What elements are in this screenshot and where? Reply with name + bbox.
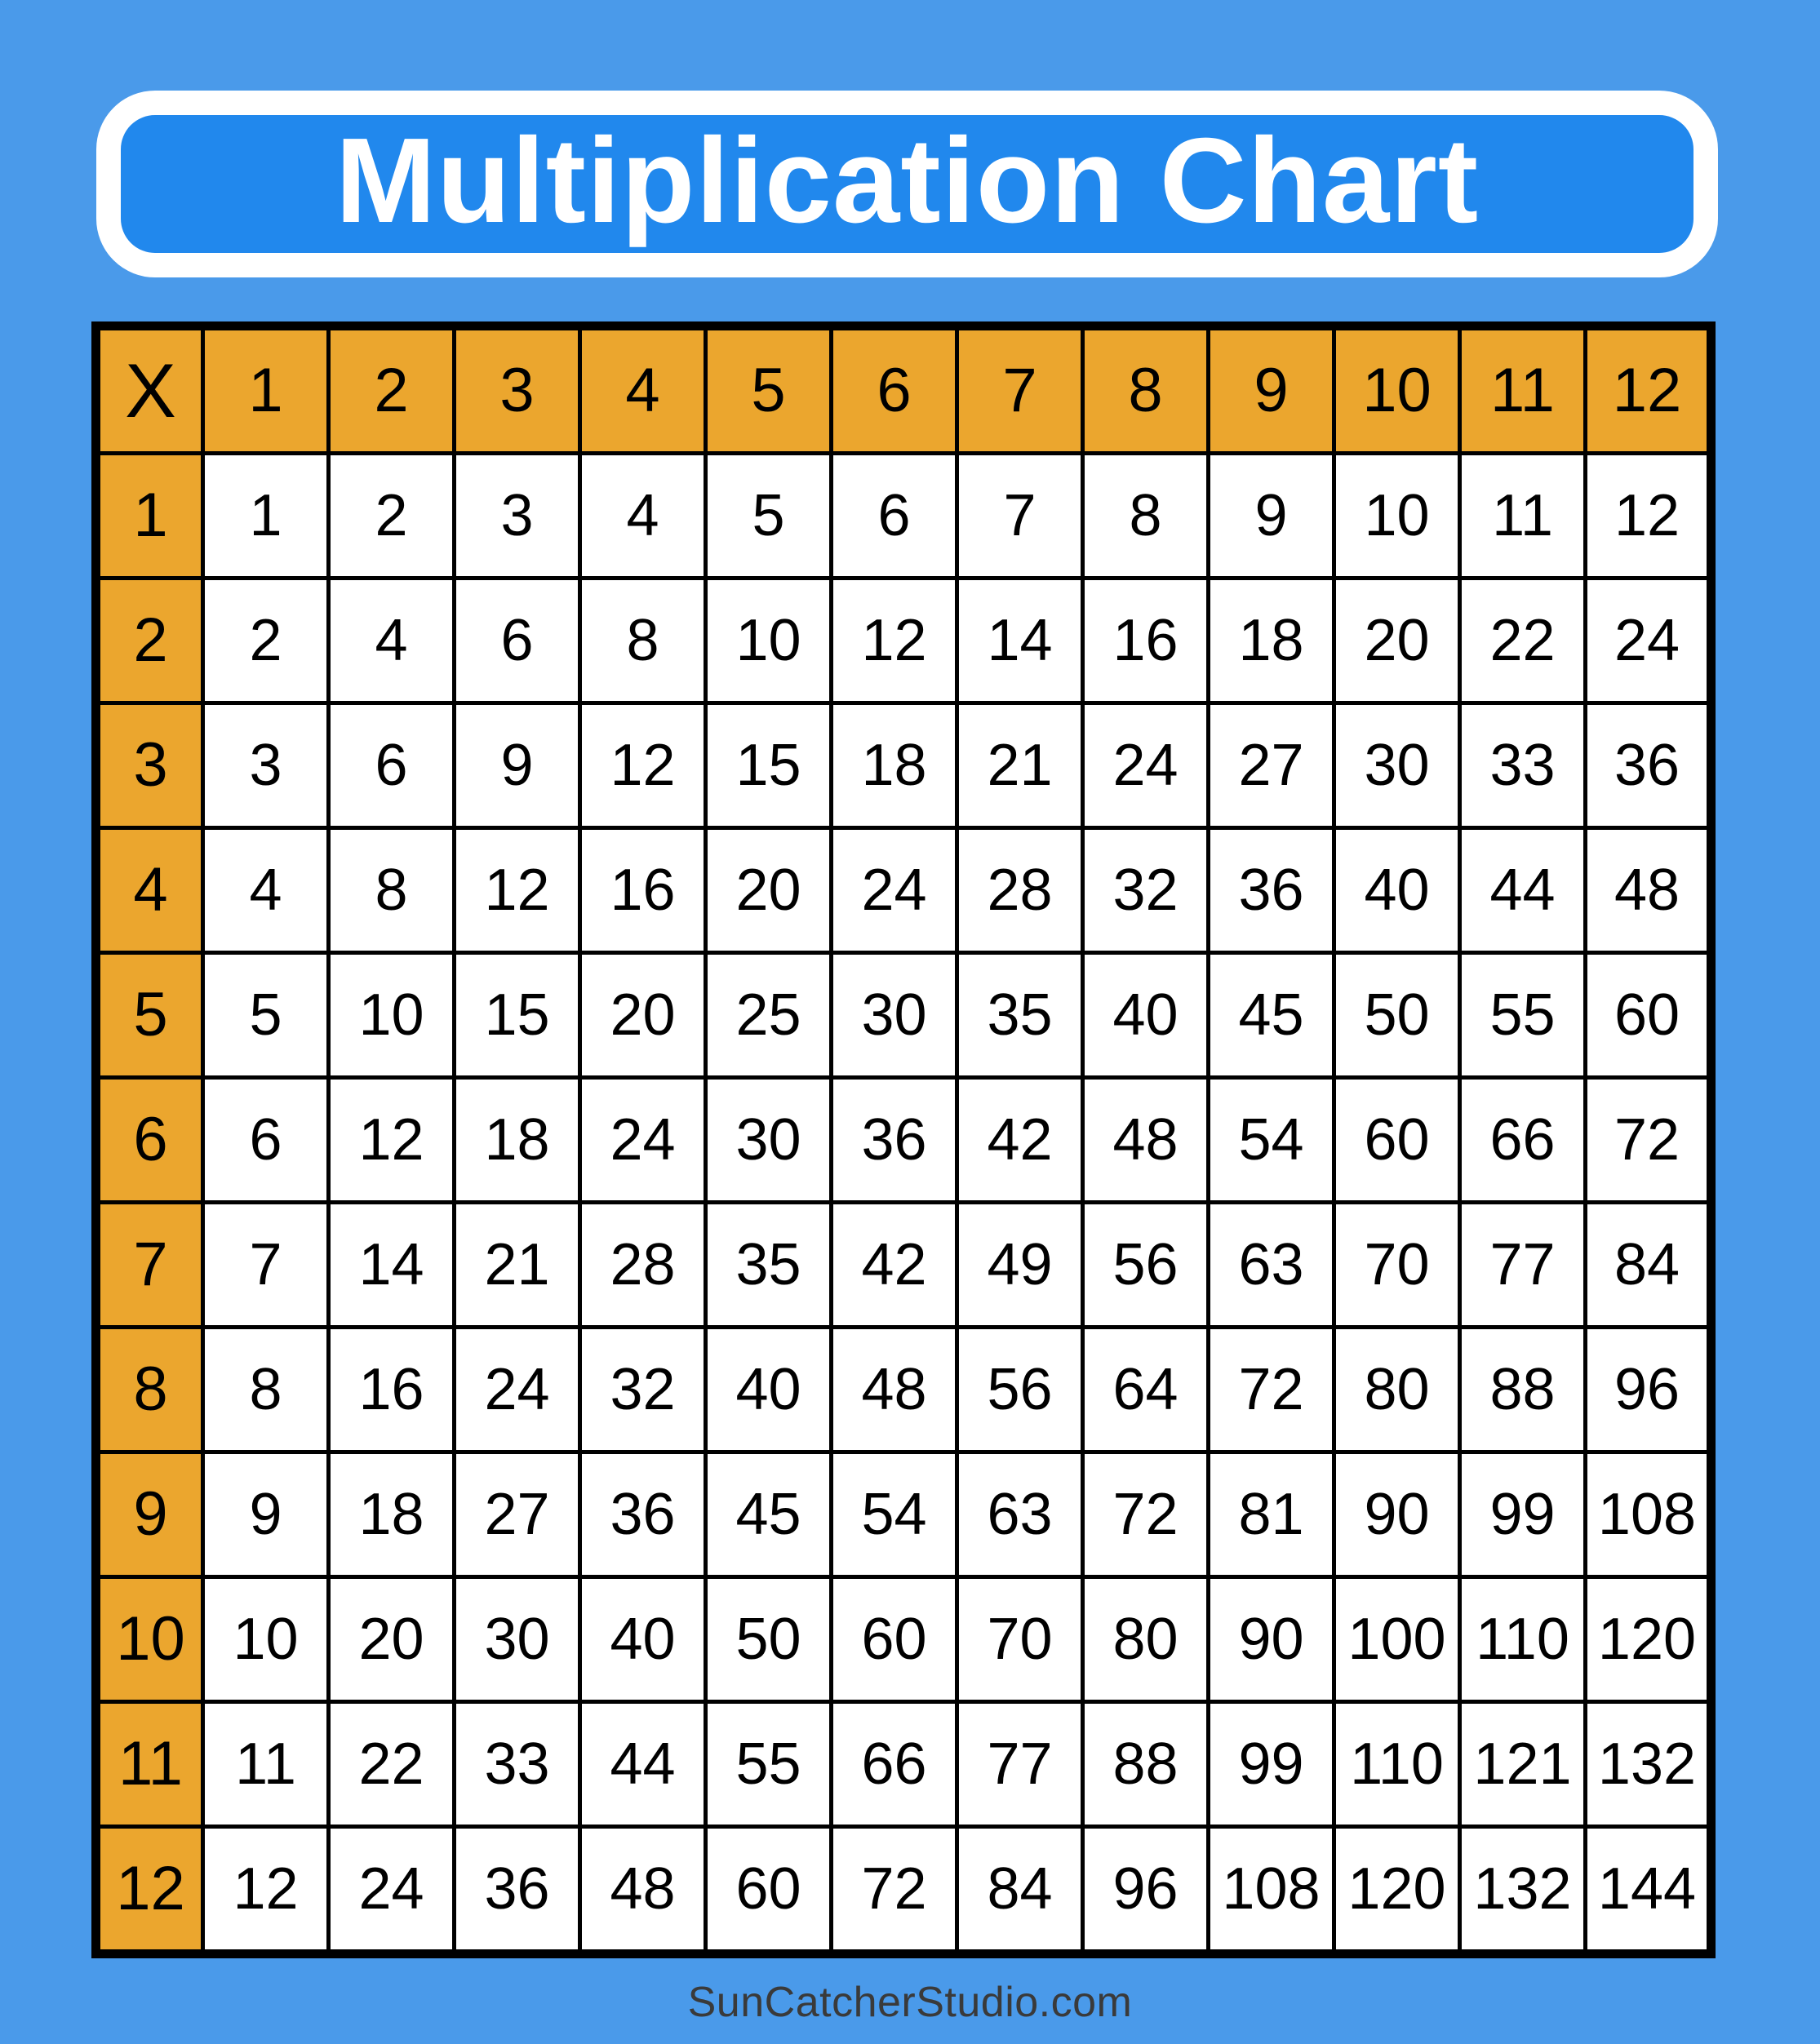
product-cell: 96 (1586, 1328, 1711, 1452)
row-header-cell: 12 (96, 1827, 203, 1954)
product-cell: 40 (580, 1577, 706, 1702)
product-cell: 8 (580, 579, 706, 703)
product-cell: 48 (1586, 828, 1711, 953)
product-cell: 18 (329, 1452, 455, 1577)
product-cell: 20 (329, 1577, 455, 1702)
product-cell: 30 (1334, 703, 1460, 828)
product-cell: 7 (957, 454, 1083, 579)
product-cell: 120 (1334, 1827, 1460, 1954)
product-cell: 48 (580, 1827, 706, 1954)
product-cell: 60 (706, 1827, 832, 1954)
column-header-cell: 5 (706, 326, 832, 454)
product-cell: 32 (1083, 828, 1209, 953)
product-cell: 20 (1334, 579, 1460, 703)
product-cell: 36 (832, 1078, 957, 1203)
product-cell: 30 (455, 1577, 580, 1702)
product-cell: 4 (329, 579, 455, 703)
product-cell: 24 (329, 1827, 455, 1954)
product-cell: 12 (832, 579, 957, 703)
column-header-cell: 10 (1334, 326, 1460, 454)
column-header-cell: 1 (203, 326, 329, 454)
product-cell: 90 (1209, 1577, 1334, 1702)
product-cell: 20 (706, 828, 832, 953)
product-cell: 11 (1460, 454, 1586, 579)
product-cell: 16 (1083, 579, 1209, 703)
product-cell: 33 (455, 1702, 580, 1827)
product-cell: 36 (1209, 828, 1334, 953)
product-cell: 28 (957, 828, 1083, 953)
row-header-cell: 4 (96, 828, 203, 953)
table-row (96, 1827, 1711, 1954)
row-header-cell: 6 (96, 1078, 203, 1203)
product-cell: 12 (329, 1078, 455, 1203)
product-cell: 72 (1586, 1078, 1711, 1203)
product-cell: 60 (1334, 1078, 1460, 1203)
multiplication-grid (91, 321, 1716, 1958)
product-cell: 18 (1209, 579, 1334, 703)
product-cell: 84 (957, 1827, 1083, 1954)
product-cell: 80 (1334, 1328, 1460, 1452)
product-cell: 35 (957, 953, 1083, 1078)
product-cell: 84 (1586, 1203, 1711, 1328)
product-cell: 108 (1586, 1452, 1711, 1577)
table-row (96, 828, 1711, 953)
row-header-cell: 2 (96, 579, 203, 703)
product-cell: 100 (1334, 1577, 1460, 1702)
product-cell: 10 (203, 1577, 329, 1702)
column-header-cell: 8 (1083, 326, 1209, 454)
product-cell: 8 (1083, 454, 1209, 579)
product-cell: 6 (832, 454, 957, 579)
row-header-cell: 11 (96, 1702, 203, 1827)
product-cell: 9 (203, 1452, 329, 1577)
product-cell: 16 (580, 828, 706, 953)
product-cell: 77 (1460, 1203, 1586, 1328)
product-cell: 20 (580, 953, 706, 1078)
product-cell: 54 (1209, 1078, 1334, 1203)
product-cell: 35 (706, 1203, 832, 1328)
product-cell: 32 (580, 1328, 706, 1452)
product-cell: 49 (957, 1203, 1083, 1328)
product-cell: 72 (1209, 1328, 1334, 1452)
product-cell: 27 (1209, 703, 1334, 828)
product-cell: 28 (580, 1203, 706, 1328)
row-header-cell: 5 (96, 953, 203, 1078)
table-row (96, 703, 1711, 828)
product-cell: 3 (455, 454, 580, 579)
product-cell: 45 (706, 1452, 832, 1577)
product-cell: 44 (1460, 828, 1586, 953)
table-row (96, 1702, 1711, 1827)
product-cell: 4 (580, 454, 706, 579)
product-cell: 2 (329, 454, 455, 579)
multiplication-table (91, 321, 1716, 1958)
product-cell: 110 (1460, 1577, 1586, 1702)
product-cell: 88 (1460, 1328, 1586, 1452)
product-cell: 80 (1083, 1577, 1209, 1702)
product-cell: 44 (580, 1702, 706, 1827)
product-cell: 30 (706, 1078, 832, 1203)
corner-cell: X (96, 326, 203, 454)
product-cell: 64 (1083, 1328, 1209, 1452)
product-cell: 120 (1586, 1577, 1711, 1702)
table-row (96, 454, 1711, 579)
product-cell: 63 (957, 1452, 1083, 1577)
table-row (96, 1452, 1711, 1577)
product-cell: 4 (203, 828, 329, 953)
product-cell: 9 (1209, 454, 1334, 579)
product-cell: 22 (1460, 579, 1586, 703)
product-cell: 42 (832, 1203, 957, 1328)
product-cell: 1 (203, 454, 329, 579)
product-cell: 40 (1083, 953, 1209, 1078)
row-header-cell: 9 (96, 1452, 203, 1577)
product-cell: 36 (455, 1827, 580, 1954)
product-cell: 56 (1083, 1203, 1209, 1328)
product-cell: 70 (1334, 1203, 1460, 1328)
product-cell: 42 (957, 1078, 1083, 1203)
product-cell: 11 (203, 1702, 329, 1827)
product-cell: 45 (1209, 953, 1334, 1078)
footer-site-label: SunCatcherStudio.com (687, 1979, 1133, 2026)
product-cell: 108 (1209, 1827, 1334, 1954)
product-cell: 6 (203, 1078, 329, 1203)
product-cell: 60 (1586, 953, 1711, 1078)
product-cell: 77 (957, 1702, 1083, 1827)
product-cell: 121 (1460, 1702, 1586, 1827)
product-cell: 72 (832, 1827, 957, 1954)
column-header-cell: 11 (1460, 326, 1586, 454)
product-cell: 5 (706, 454, 832, 579)
product-cell: 6 (455, 579, 580, 703)
product-cell: 12 (455, 828, 580, 953)
product-cell: 81 (1209, 1452, 1334, 1577)
product-cell: 14 (329, 1203, 455, 1328)
product-cell: 15 (706, 703, 832, 828)
product-cell: 40 (706, 1328, 832, 1452)
table-row (96, 1203, 1711, 1328)
product-cell: 14 (957, 579, 1083, 703)
product-cell: 55 (706, 1702, 832, 1827)
product-cell: 30 (832, 953, 957, 1078)
product-cell: 24 (1083, 703, 1209, 828)
product-cell: 144 (1586, 1827, 1711, 1954)
column-header-cell: 7 (957, 326, 1083, 454)
product-cell: 15 (455, 953, 580, 1078)
product-cell: 99 (1209, 1702, 1334, 1827)
product-cell: 12 (203, 1827, 329, 1954)
product-cell: 66 (1460, 1078, 1586, 1203)
product-cell: 99 (1460, 1452, 1586, 1577)
product-cell: 6 (329, 703, 455, 828)
page-title: Multiplication Chart (335, 113, 1480, 248)
table-row (96, 579, 1711, 703)
product-cell: 24 (1586, 579, 1711, 703)
product-cell: 18 (832, 703, 957, 828)
product-cell: 25 (706, 953, 832, 1078)
product-cell: 40 (1334, 828, 1460, 953)
product-cell: 72 (1083, 1452, 1209, 1577)
product-cell: 12 (1586, 454, 1711, 579)
product-cell: 56 (957, 1328, 1083, 1452)
product-cell: 24 (455, 1328, 580, 1452)
product-cell: 24 (580, 1078, 706, 1203)
product-cell: 18 (455, 1078, 580, 1203)
product-cell: 48 (1083, 1078, 1209, 1203)
product-cell: 88 (1083, 1702, 1209, 1827)
table-row (96, 1577, 1711, 1702)
column-header-cell: 9 (1209, 326, 1334, 454)
product-cell: 3 (203, 703, 329, 828)
product-cell: 110 (1334, 1702, 1460, 1827)
product-cell: 50 (706, 1577, 832, 1702)
product-cell: 10 (329, 953, 455, 1078)
table-row (96, 1328, 1711, 1452)
product-cell: 8 (203, 1328, 329, 1452)
product-cell: 54 (832, 1452, 957, 1577)
row-header-cell: 1 (96, 454, 203, 579)
column-header-cell: 6 (832, 326, 957, 454)
row-header-cell: 7 (96, 1203, 203, 1328)
product-cell: 10 (1334, 454, 1460, 579)
column-header-cell: 2 (329, 326, 455, 454)
product-cell: 36 (580, 1452, 706, 1577)
column-header-cell: 12 (1586, 326, 1711, 454)
product-cell: 22 (329, 1702, 455, 1827)
table-row (96, 1078, 1711, 1203)
product-cell: 50 (1334, 953, 1460, 1078)
product-cell: 16 (329, 1328, 455, 1452)
product-cell: 96 (1083, 1827, 1209, 1954)
row-header-cell: 3 (96, 703, 203, 828)
product-cell: 36 (1586, 703, 1711, 828)
product-cell: 24 (832, 828, 957, 953)
product-cell: 132 (1586, 1702, 1711, 1827)
product-cell: 63 (1209, 1203, 1334, 1328)
product-cell: 8 (329, 828, 455, 953)
product-cell: 70 (957, 1577, 1083, 1702)
product-cell: 21 (957, 703, 1083, 828)
product-cell: 55 (1460, 953, 1586, 1078)
product-cell: 90 (1334, 1452, 1460, 1577)
product-cell: 10 (706, 579, 832, 703)
row-header-cell: 8 (96, 1328, 203, 1452)
product-cell: 2 (203, 579, 329, 703)
product-cell: 27 (455, 1452, 580, 1577)
product-cell: 21 (455, 1203, 580, 1328)
product-cell: 132 (1460, 1827, 1586, 1954)
row-header-cell: 10 (96, 1577, 203, 1702)
header-row (96, 326, 1711, 454)
product-cell: 9 (455, 703, 580, 828)
product-cell: 5 (203, 953, 329, 1078)
product-cell: 7 (203, 1203, 329, 1328)
product-cell: 12 (580, 703, 706, 828)
column-header-cell: 4 (580, 326, 706, 454)
product-cell: 48 (832, 1328, 957, 1452)
column-header-cell: 3 (455, 326, 580, 454)
product-cell: 66 (832, 1702, 957, 1827)
product-cell: 60 (832, 1577, 957, 1702)
title-banner (96, 91, 1718, 277)
product-cell: 33 (1460, 703, 1586, 828)
table-row (96, 953, 1711, 1078)
